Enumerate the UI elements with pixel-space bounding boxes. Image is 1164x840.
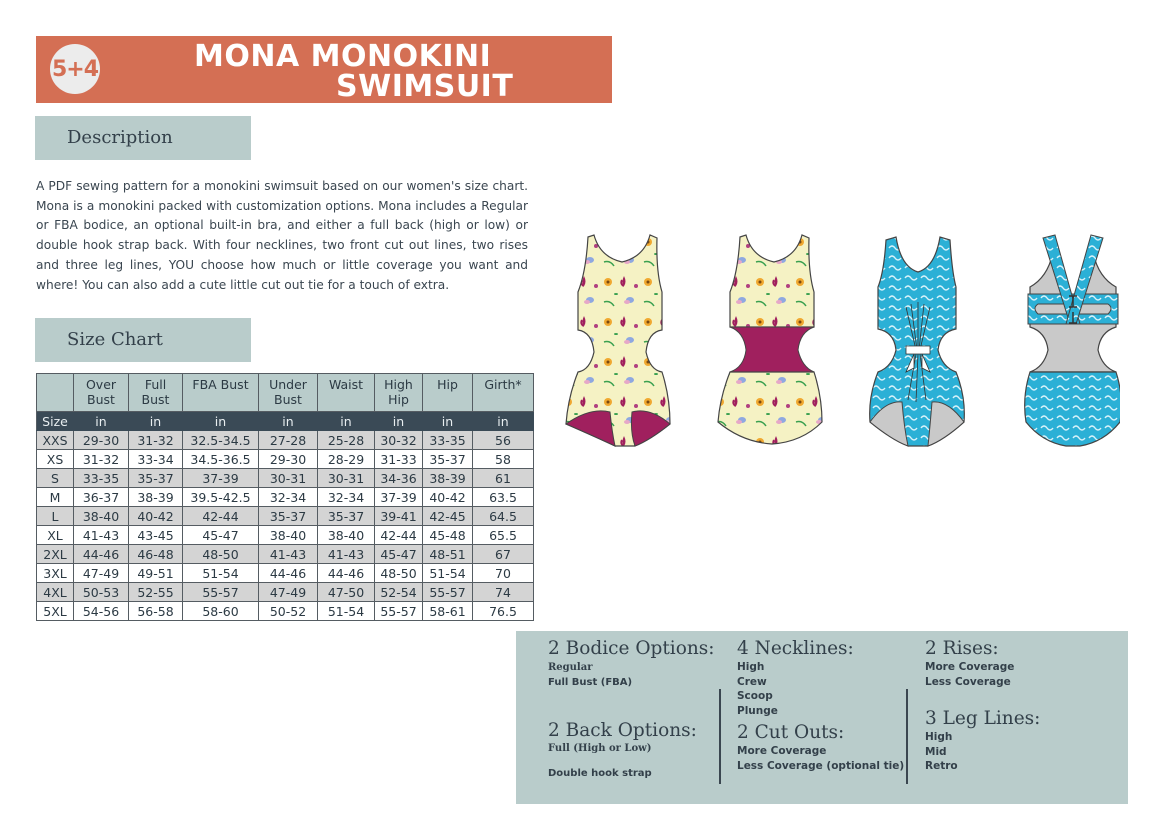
back-option: Full (High or Low) (548, 743, 652, 754)
measurement-cell: 44-46 (318, 564, 375, 583)
size-row (37, 488, 534, 507)
measurement-cell: 50-53 (74, 583, 129, 602)
measurement-cell: 27-28 (259, 431, 318, 450)
size-chart-heading-box (35, 318, 251, 362)
column-header: Waist (318, 374, 375, 412)
column-header: High Hip (375, 374, 423, 412)
size-row (37, 507, 534, 526)
size-label-cell: 5XL (37, 602, 74, 621)
size-row (37, 545, 534, 564)
description-heading: Description (67, 127, 173, 148)
measurement-cell: 47-49 (74, 564, 129, 583)
measurement-cell: 43-45 (129, 526, 183, 545)
units-label: Size (37, 412, 74, 431)
neckline-option: Crew (737, 675, 767, 688)
description-heading-box (35, 116, 251, 160)
measurement-cell: 38-39 (423, 469, 473, 488)
bodice-options-title: 2 Bodice Options: (548, 638, 715, 659)
measurement-cell: 42-45 (423, 507, 473, 526)
measurement-cell: 58 (473, 450, 534, 469)
measurement-cell: 50-52 (259, 602, 318, 621)
measurement-cell: 48-50 (183, 545, 259, 564)
measurement-cell: 35-37 (318, 507, 375, 526)
title-line-2: SWIMSUIT (336, 69, 514, 104)
size-label-cell: 3XL (37, 564, 74, 583)
measurement-cell: 45-47 (183, 526, 259, 545)
measurement-cell: 32.5-34.5 (183, 431, 259, 450)
unit-cell: in (423, 412, 473, 431)
features-panel (516, 631, 1128, 804)
size-row (37, 431, 534, 450)
cutout-option: Less Coverage (optional tie) (737, 759, 905, 772)
size-label-cell: M (37, 488, 74, 507)
back-options-list (548, 742, 652, 781)
leg-lines-list (925, 730, 958, 774)
measurement-cell: 64.5 (473, 507, 534, 526)
measurement-cell: 44-46 (74, 545, 129, 564)
unit-cell: in (183, 412, 259, 431)
necklines-list (737, 660, 778, 718)
measurement-cell: 40-42 (129, 507, 183, 526)
swimsuit-illustrations (560, 232, 1120, 447)
measurement-cell: 42-44 (183, 507, 259, 526)
measurement-cell: 49-51 (129, 564, 183, 583)
illustration-wave-front-tie (870, 237, 965, 446)
measurement-cell: 38-40 (318, 526, 375, 545)
necklines-title: 4 Necklines: (737, 638, 854, 659)
measurement-cell: 67 (473, 545, 534, 564)
measurement-cell: 33-35 (74, 469, 129, 488)
unit-cell: in (318, 412, 375, 431)
back-options-title: 2 Back Options: (548, 720, 697, 741)
measurement-cell: 30-31 (259, 469, 318, 488)
size-row (37, 469, 534, 488)
size-label-cell: XS (37, 450, 74, 469)
measurement-cell: 41-43 (318, 545, 375, 564)
measurement-cell: 52-54 (375, 583, 423, 602)
measurement-cell: 35-37 (129, 469, 183, 488)
measurement-cell: 41-43 (259, 545, 318, 564)
units-row (37, 412, 534, 431)
illustration-wave-back-hook-strap (1025, 235, 1120, 446)
leg-line-option: Mid (925, 745, 947, 758)
measurement-cell: 31-33 (375, 450, 423, 469)
measurement-cell: 70 (473, 564, 534, 583)
unit-cell: in (259, 412, 318, 431)
measurement-cell: 48-50 (375, 564, 423, 583)
measurement-cell: 40-42 (423, 488, 473, 507)
cutouts-list (737, 744, 904, 773)
cutout-option: More Coverage (737, 745, 827, 757)
measurement-cell: 29-30 (259, 450, 318, 469)
illustration-floral-front (566, 235, 670, 446)
size-label-cell: L (37, 507, 74, 526)
neckline-option: Plunge (737, 704, 778, 717)
measurement-cell: 56-58 (129, 602, 183, 621)
column-header: Hip (423, 374, 473, 412)
measurement-cell: 34.5-36.5 (183, 450, 259, 469)
divider-line (719, 689, 721, 784)
neckline-option: Scoop (737, 690, 773, 702)
measurement-cell: 41-43 (74, 526, 129, 545)
size-chart-table (36, 373, 534, 621)
column-header: Full Bust (129, 374, 183, 412)
size-chart-header-row (37, 374, 534, 412)
measurement-cell: 33-34 (129, 450, 183, 469)
measurement-cell: 32-34 (318, 488, 375, 507)
cutouts-title: 2 Cut Outs: (737, 722, 845, 743)
measurement-cell: 52-55 (129, 583, 183, 602)
bodice-option: Full Bust (FBA) (548, 676, 633, 688)
divider-line (906, 689, 908, 784)
measurement-cell: 31-32 (74, 450, 129, 469)
leg-lines-title: 3 Leg Lines: (925, 708, 1041, 729)
measurement-cell: 56 (473, 431, 534, 450)
measurement-cell: 74 (473, 583, 534, 602)
size-row (37, 602, 534, 621)
measurement-cell: 76.5 (473, 602, 534, 621)
description-text: A PDF sewing pattern for a monokini swimsuit based on our women's size chart. Mona is a monokini packed with customization options. Mona includes a Regular or FBA bodice, an optional built-in bra, and either a full back (high or low) or double hook strap back. With four necklines, two front cut out lines, two rises and three leg lines, YOU choose how much or little coverage you want and where! You can also add a cute little cut out tie for a touch of extra. (36, 179, 528, 292)
measurement-cell: 29-30 (74, 431, 129, 450)
title-line-1: MONA MONOKINI (194, 39, 492, 74)
rise-option: More Coverage (925, 661, 1015, 673)
measurement-cell: 38-40 (259, 526, 318, 545)
measurement-cell: 58-60 (183, 602, 259, 621)
measurement-cell: 36-37 (74, 488, 129, 507)
measurement-cell: 65.5 (473, 526, 534, 545)
measurement-cell: 55-57 (375, 602, 423, 621)
measurement-cell: 63.5 (473, 488, 534, 507)
measurement-cell: 47-50 (318, 583, 375, 602)
size-label-cell: XL (37, 526, 74, 545)
illustration-floral-colorblock (718, 235, 822, 444)
measurement-cell: 51-54 (318, 602, 375, 621)
title-banner (36, 36, 612, 103)
bodice-option: Regular (548, 662, 593, 673)
measurement-cell: 54-56 (74, 602, 129, 621)
measurement-cell: 61 (473, 469, 534, 488)
size-label-cell: 4XL (37, 583, 74, 602)
brand-logo (50, 44, 100, 94)
size-row (37, 564, 534, 583)
measurement-cell: 33-35 (423, 431, 473, 450)
size-row (37, 450, 534, 469)
measurement-cell: 55-57 (183, 583, 259, 602)
measurement-cell: 38-39 (129, 488, 183, 507)
size-chart-heading: Size Chart (67, 329, 163, 350)
measurement-cell: 39.5-42.5 (183, 488, 259, 507)
rises-list (925, 660, 1014, 689)
measurement-cell: 37-39 (375, 488, 423, 507)
measurement-cell: 37-39 (183, 469, 259, 488)
measurement-cell: 25-28 (318, 431, 375, 450)
measurement-cell: 39-41 (375, 507, 423, 526)
column-header (37, 374, 74, 412)
leg-line-option: High (925, 731, 953, 743)
column-header: FBA Bust (183, 374, 259, 412)
unit-cell: in (129, 412, 183, 431)
column-header: Under Bust (259, 374, 318, 412)
logo-text: 5+4 (51, 56, 99, 82)
rise-option: Less Coverage (925, 675, 1011, 688)
measurement-cell: 34-36 (375, 469, 423, 488)
leg-line-option: Retro (925, 760, 958, 772)
measurement-cell: 51-54 (423, 564, 473, 583)
measurement-cell: 45-48 (423, 526, 473, 545)
neckline-option: High (737, 661, 765, 673)
measurement-cell: 35-37 (423, 450, 473, 469)
measurement-cell: 48-51 (423, 545, 473, 564)
size-label-cell: XXS (37, 431, 74, 450)
unit-cell: in (375, 412, 423, 431)
size-row (37, 526, 534, 545)
measurement-cell: 30-32 (375, 431, 423, 450)
measurement-cell: 47-49 (259, 583, 318, 602)
measurement-cell: 31-32 (129, 431, 183, 450)
rises-title: 2 Rises: (925, 638, 999, 659)
measurement-cell: 42-44 (375, 526, 423, 545)
measurement-cell: 38-40 (74, 507, 129, 526)
measurement-cell: 51-54 (183, 564, 259, 583)
unit-cell: in (473, 412, 534, 431)
size-row (37, 583, 534, 602)
bodice-options-list (548, 661, 632, 690)
unit-cell: in (74, 412, 129, 431)
measurement-cell: 45-47 (375, 545, 423, 564)
measurement-cell: 44-46 (259, 564, 318, 583)
column-header: Over Bust (74, 374, 129, 412)
measurement-cell: 32-34 (259, 488, 318, 507)
back-option: Double hook strap (548, 767, 652, 779)
size-label-cell: 2XL (37, 545, 74, 564)
measurement-cell: 46-48 (129, 545, 183, 564)
size-label-cell: S (37, 469, 74, 488)
measurement-cell: 55-57 (423, 583, 473, 602)
measurement-cell: 28-29 (318, 450, 375, 469)
measurement-cell: 30-31 (318, 469, 375, 488)
measurement-cell: 58-61 (423, 602, 473, 621)
column-header: Girth* (473, 374, 534, 412)
measurement-cell: 35-37 (259, 507, 318, 526)
